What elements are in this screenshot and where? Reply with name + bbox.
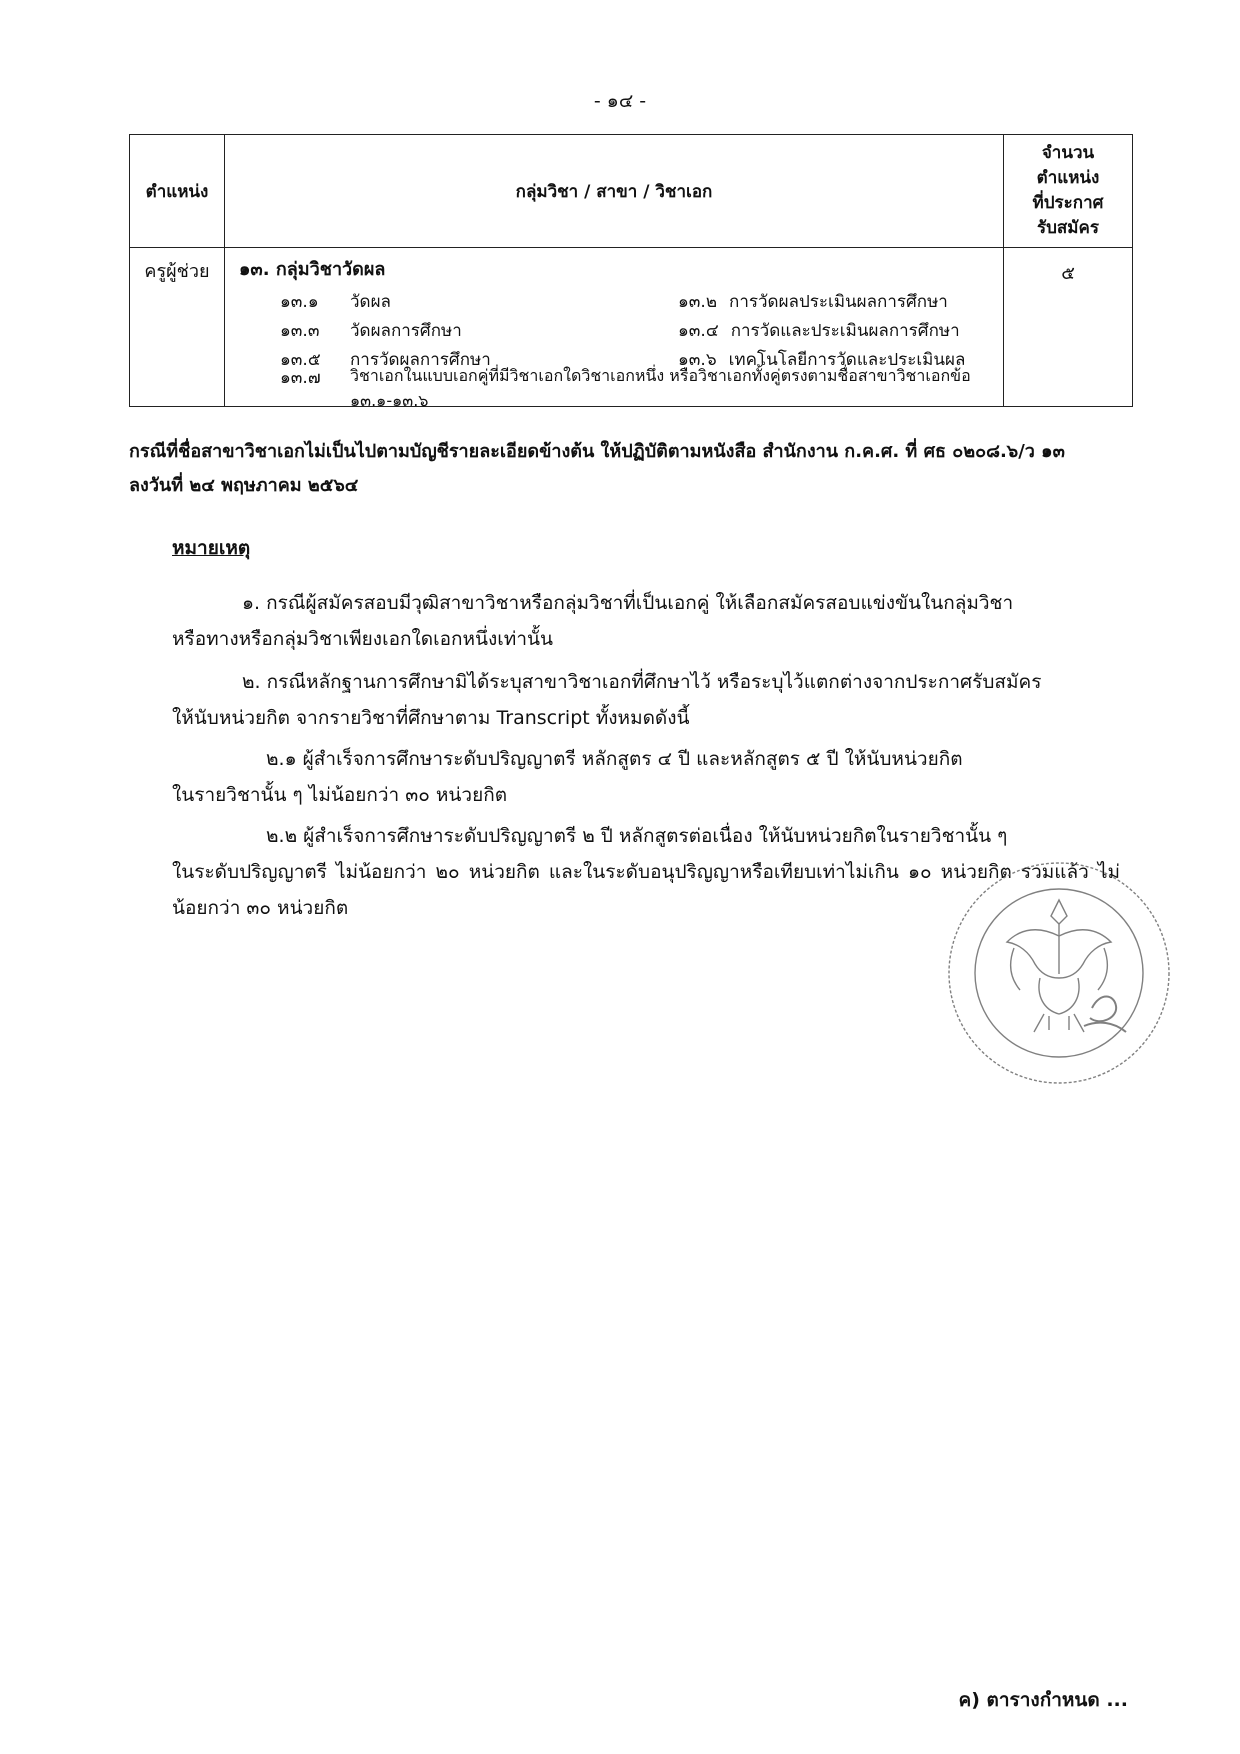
subject-number: ๑๓.๔ — [678, 321, 719, 341]
subject-number: ๑๓.๗ — [280, 367, 321, 388]
group-title: ๑๓. กลุ่มวิชาวัดผล — [239, 259, 386, 280]
subject-name: การวัดและประเมินผลการศึกษา — [730, 321, 960, 341]
subject-row — [239, 287, 995, 316]
subject-name: การวัดผลการศึกษา — [350, 350, 491, 370]
header-count — [1004, 135, 1133, 248]
vacancy-table — [129, 134, 1133, 410]
table-note-line: กรณีที่ชื่อสาขาวิชาเอกไม่เป็นไปตามบัญชีรายละเอียดข้างต้น ให้ปฏิบัติตามหนังสือ สำนักงาน ก.ค.ศ. ที่ ศธ ๐๒๐๘.๖/ว ๑๓ — [129, 441, 1065, 462]
remark-first-line: ๒.๑ ผู้สำเร็จการศึกษาระดับปริญญาตรี หลักสูตร ๔ ปี และหลักสูตร ๕ ปี ให้นับหน่วยกิต — [266, 748, 963, 770]
subject-item — [280, 364, 995, 414]
subject-row — [239, 316, 995, 345]
remark-rest: หรือทางหรือกลุ่มวิชาเพียงเอกใดเอกหนึ่งเท่านั้น — [172, 628, 553, 650]
subject-name: เทคโนโลยีการวัดและประเมินผล — [728, 350, 966, 370]
subject-number: ๑๓.๒ — [678, 292, 718, 312]
row-group — [225, 248, 1004, 410]
official-seal-stamp — [944, 858, 1174, 1088]
subject-number: ๑๓.๑ — [280, 292, 319, 312]
remark-first-line: ๒. กรณีหลักฐานการศึกษามิได้ระบุสาขาวิชาเอกที่ศึกษาไว้ หรือระบุไว้แตกต่างจากประกาศรับสมัคร — [242, 671, 1042, 693]
remark-rest: ในระดับปริญญาตรี ไม่น้อยกว่า ๒๐ หน่วยกิต และในระดับอนุปริญญาหรือเทียบเท่าไม่เกิน ๑๐ หน่วยกิต รวมแล้ว ไม่น้อยกว่า ๓๐ หน่วยกิต — [172, 861, 1120, 919]
header-count-line: ตำแหน่ง — [1036, 168, 1100, 188]
subject-name: วัดผล — [350, 292, 391, 312]
subject-row — [239, 365, 995, 410]
subject-number: ๑๓.๖ — [678, 350, 717, 370]
header-group: กลุ่มวิชา / สาขา / วิชาเอก — [225, 135, 1004, 248]
header-position: ตำแหน่ง — [130, 135, 225, 248]
remark-item — [172, 585, 1120, 657]
subject-item — [280, 317, 678, 344]
remark-rest: ในรายวิชานั้น ๆ ไม่น้อยกว่า ๓๐ หน่วยกิต — [172, 784, 508, 806]
table-header-row — [130, 135, 1133, 248]
remark-first-line: ๒.๒ ผู้สำเร็จการศึกษาระดับปริญญาตรี ๒ ปี หลักสูตรต่อเนื่อง ให้นับหน่วยกิตในรายวิชานั้น ๆ — [266, 825, 1008, 847]
header-count-line: จำนวน — [1041, 143, 1095, 163]
remarks-heading: หมายเหตุ — [172, 537, 251, 559]
subject-item — [678, 317, 960, 344]
remark-first-line: ๑. กรณีผู้สมัครสอบมีวุฒิสาขาวิชาหรือกลุ่มวิชาที่เป็นเอกคู่ ให้เลือกสมัครสอบแข่งขันในกลุ่มวิชา — [242, 592, 1014, 614]
page-number: - ๑๔ - — [593, 90, 647, 112]
subject-item — [678, 288, 948, 315]
remark-rest: ให้นับหน่วยกิต จากรายวิชาที่ศึกษาตาม Transcript ทั้งหมดดังนี้ — [172, 707, 690, 729]
row-count: ๕ — [1004, 248, 1133, 407]
subject-number: ๑๓.๓ — [280, 321, 320, 341]
header-count-line: ที่ประกาศ — [1032, 193, 1104, 213]
table-note-line: ลงวันที่ ๒๔ พฤษภาคม ๒๕๖๔ — [129, 475, 359, 496]
subject-item — [280, 288, 678, 315]
subject-name: การวัดผลประเมินผลการศึกษา — [729, 292, 948, 312]
table-row — [130, 248, 1133, 407]
continuation-footer: ค) ตารางกำหนด ... — [958, 1689, 1128, 1711]
header-count-line: รับสมัคร — [1036, 218, 1099, 238]
row-position: ครูผู้ช่วย — [130, 248, 225, 407]
subject-name: วิชาเอกในแบบเอกคู่ที่มีวิชาเอกใดวิชาเอกหนึ่ง หรือวิชาเอกทั้งคู่ตรงตามชื่อสาขาวิชาเอกข้อ ๑๓.๑-๑๓.๖ — [350, 365, 971, 410]
remark-item — [172, 664, 1120, 736]
subject-number: ๑๓.๕ — [280, 350, 321, 370]
subject-name: วัดผลการศึกษา — [350, 321, 462, 341]
remark-item — [172, 741, 1120, 813]
